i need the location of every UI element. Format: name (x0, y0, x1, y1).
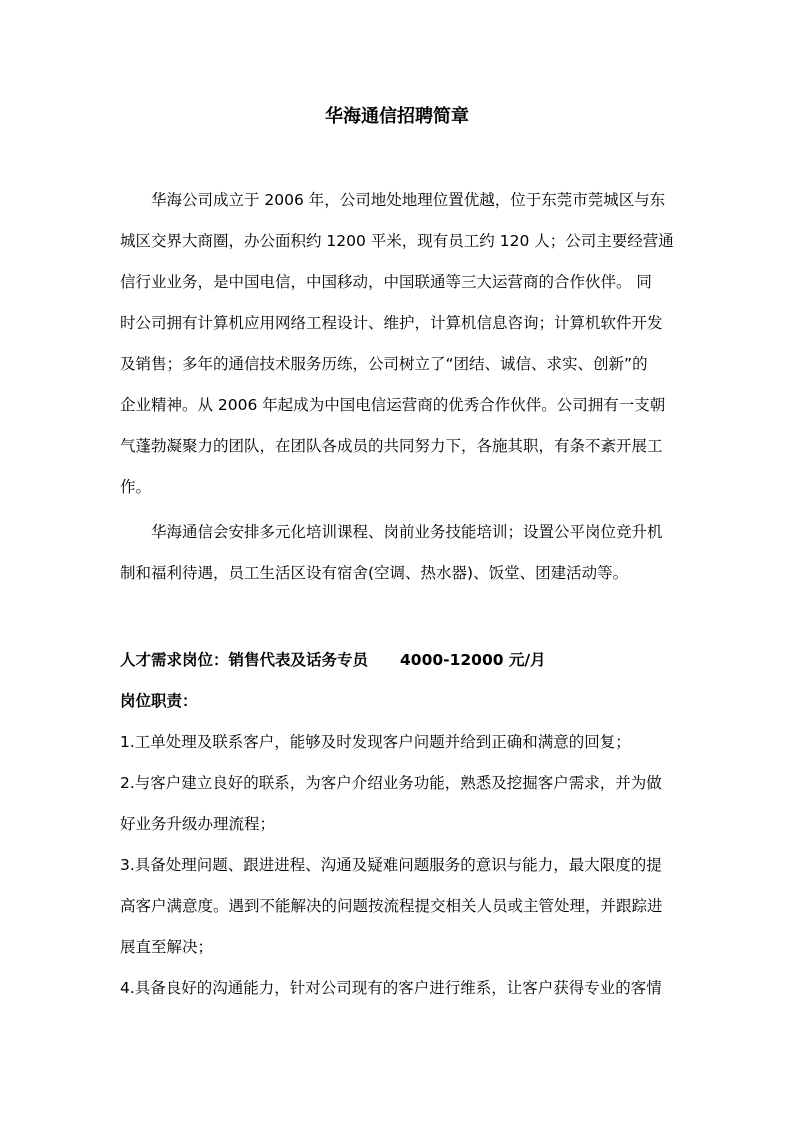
job-position-line (120, 640, 676, 681)
text-line: 时公司拥有计算机应用网络工程设计、维护，计算机信息咨询；计算机软件开发 (120, 314, 663, 332)
text-line: 企业精神。从 2006 年起成为中国电信运营商的优秀合作伙伴。公司拥有一支朝 (120, 396, 666, 414)
duty-line: 1.工单处理及联系客户，能够及时发现客户问题并给到正确和满意的回复； (120, 733, 631, 751)
text-line: 气蓬勃凝聚力的团队，在团队各成员的共同努力下，各施其职，有条不紊开展工 (120, 437, 663, 455)
duty-line: 2.与客户建立良好的联系，为客户介绍业务功能，熟悉及挖掘客户需求，并为做 (120, 774, 662, 792)
job-position-label: 人才需求岗位：销售代表及话务专员 (120, 651, 369, 669)
text-line: 华海公司成立于 2006 年，公司地处地理位置优越，位于东莞市莞城区与东 (151, 191, 666, 209)
text-line: 信行业业务，是中国电信，中国移动，中国联通等三大运营商的合作伙伴。 同 (120, 273, 652, 291)
text-line: 及销售；多年的通信技术服务历练，公司树立了“团结、诚信、求实、创新”的 (120, 355, 648, 373)
duty-line: 展直至解决； (120, 938, 214, 956)
job-salary: 4000-12000 元/月 (400, 651, 546, 669)
duties-heading: 岗位职责： (120, 692, 198, 710)
intro-paragraph-1 (120, 180, 676, 508)
text-line: 城区交界大商圈，办公面积约 1200 平米，现有员工约 120 人；公司主要经营通 (120, 232, 674, 250)
intro-paragraph-2 (120, 512, 676, 594)
duty-line: 3.具备处理问题、跟进进程、沟通及疑难问题服务的意识与能力，最大限度的提 (120, 856, 662, 874)
duty-line: 4.具备良好的沟通能力，针对公司现有的客户进行维系，让客户获得专业的客情 (120, 979, 662, 997)
job-section (120, 640, 676, 1009)
text-line: 作。 (120, 478, 152, 496)
text-line: 华海通信会安排多元化培训课程、岗前业务技能培训；设置公平岗位竞升机 (151, 523, 663, 541)
document-title: 华海通信招聘简章 (325, 106, 469, 127)
duty-line: 高客户满意度。遇到不能解决的问题按流程提交相关人员或主管处理，并跟踪进 (120, 897, 663, 915)
duty-line: 好业务升级办理流程； (120, 815, 276, 833)
text-line: 制和福利待遇，员工生活区设有宿舍(空调、热水器)、饭堂、团建活动等。 (120, 564, 629, 582)
